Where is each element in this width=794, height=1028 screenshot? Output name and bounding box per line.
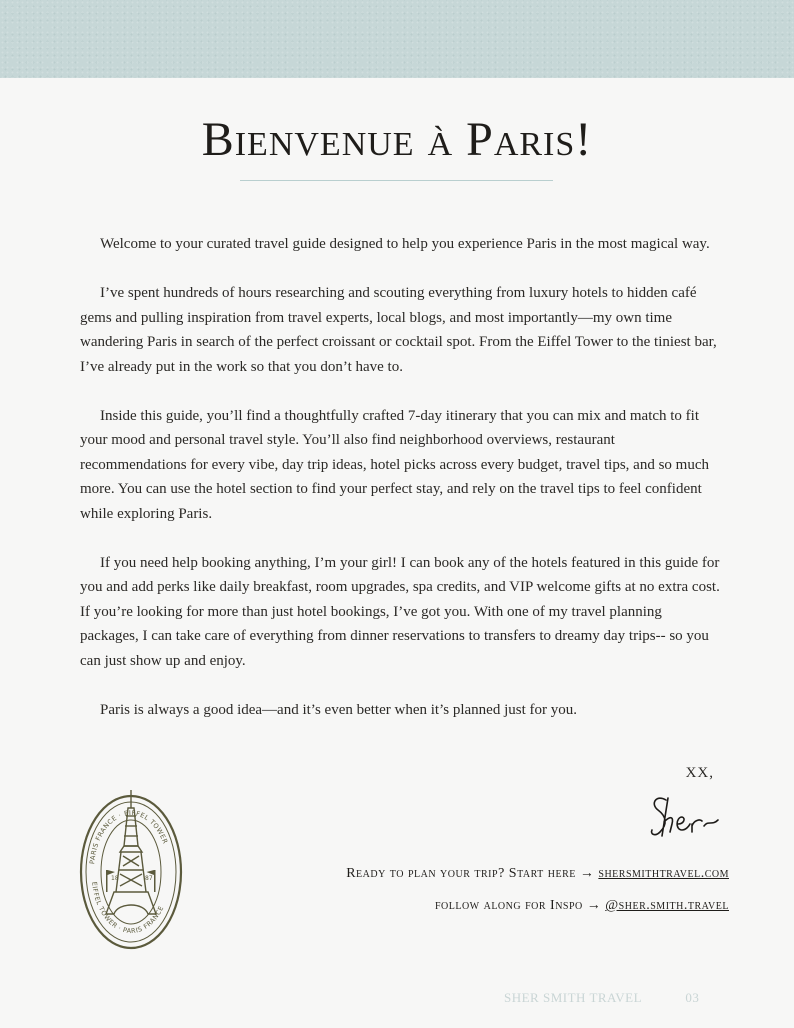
- letter-body: [80, 232, 720, 747]
- footer-brand: SHER SMITH TRAVEL: [504, 990, 642, 1005]
- eiffel-tower-drawing: [106, 790, 156, 914]
- website-link[interactable]: shersmithtravel.com: [598, 866, 729, 881]
- stamp-text-top: PARIS FRANCE · EIFFEL TOWER: [88, 808, 170, 865]
- instagram-link[interactable]: @sher.smith.travel: [605, 898, 729, 913]
- paragraph-closing: Paris is always a good idea—and it’s even better when it’s planned just for you.: [100, 701, 577, 718]
- follow-cta: [435, 898, 729, 914]
- paragraph-welcome: Welcome to your curated travel guide designed to help you experience Paris in the most magical way.: [100, 236, 710, 252]
- page-footer: [504, 990, 699, 1006]
- page-title: Bienvenue à Paris!: [201, 113, 593, 166]
- eiffel-tower-stamp-icon: [78, 786, 184, 954]
- paragraph-research: I’ve spent hundreds of hours researching and scouting everything from luxury hotels to hidden café gems and pulling inspiration from travel experts, local blogs, and most importantly—my own time wandering Paris in search of the perfect croissant or cocktail spot. From the Eiffel Tower to the tiniest bar, I’ve already put in the work so that you don’t have to.: [80, 285, 717, 375]
- stamp-year-right: 87: [145, 875, 153, 882]
- signature-sher: [648, 790, 728, 842]
- signoff: XX,: [685, 765, 714, 781]
- stamp-year-left: 18: [111, 875, 119, 882]
- header-band: [0, 0, 794, 78]
- page-number: 03: [685, 990, 700, 1005]
- follow-text: follow along for Inspo →: [434, 898, 602, 913]
- paragraph-guide-contents: Inside this guide, you’ll find a thoughtfully crafted 7-day itinerary that you can mix and match to fit your mood and personal travel style. You’ll also find neighborhood overviews, restaurant recommendations for every vibe, day trip ideas, hotel picks across every budget, travel tips, and so much more. You can use the hotel section to find your perfect stay, and rely on the travel tips to feel confident while exploring Paris.: [80, 407, 709, 522]
- plan-trip-cta: [346, 866, 729, 882]
- paragraph-booking: If you need help booking anything, I’m your girl! I can book any of the hotels featured in this guide for you and add perks like daily breakfast, room upgrades, spa credits, and VIP welcome gifts at no extra cost. If you’re looking for more than just hotel bookings, I’ve got you. With one of my travel planning packages, I can take care of everything from dinner reservations to transfers to dreamy day trips-- so you can just show up and enjoy.: [80, 554, 720, 669]
- plan-trip-text: Ready to plan your trip? Start here →: [346, 866, 595, 881]
- title-divider: [240, 180, 553, 181]
- stamp-text-bottom: EIFFEL TOWER · PARIS FRANCE: [90, 881, 166, 936]
